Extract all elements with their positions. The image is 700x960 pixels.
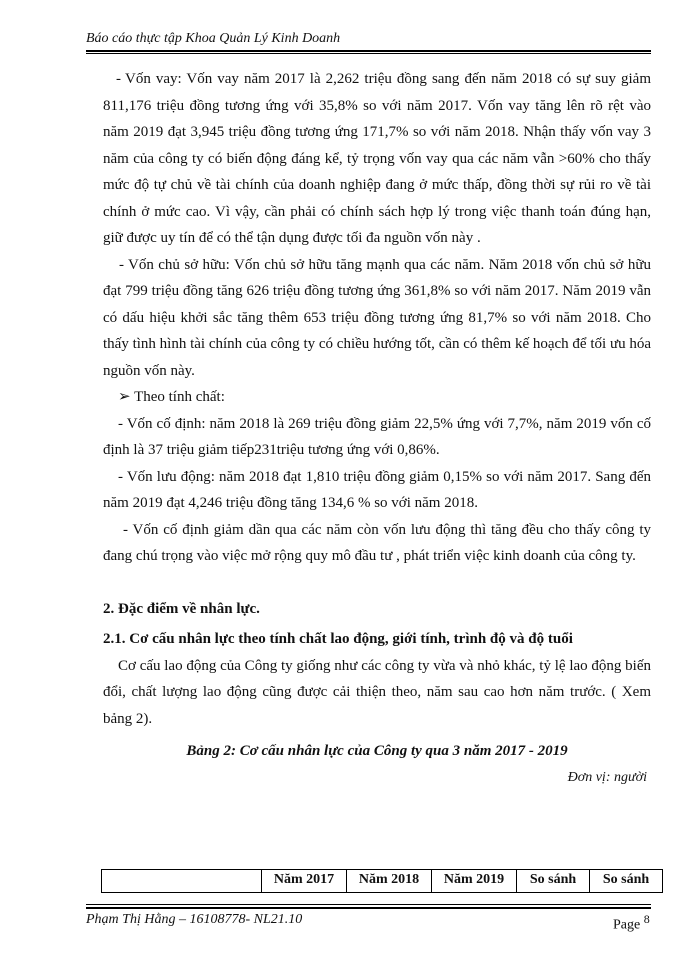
footer-rule-thin <box>86 904 651 905</box>
table-header-row <box>102 870 663 893</box>
section-heading-2: 2. Đặc điểm về nhân lực. <box>103 600 260 617</box>
paragraph-von-chu-so-huu <box>103 252 651 385</box>
table-header-cell: So sánh <box>517 870 590 893</box>
dash-bullet: - <box>116 71 121 87</box>
table-header-cell: Năm 2018 <box>347 870 432 893</box>
footer-rule-thick <box>86 907 651 909</box>
table-header-cell <box>102 870 262 893</box>
paragraph-ket-luan-von: - Vốn cố định giảm dần qua các năm còn vốn lưu động thì tăng đều cho thấy công ty đang chú trọng vào việc mở rộng quy mô đầu tư , phát triển việc kinh doanh của công ty. <box>103 521 651 564</box>
paragraph-von-co-dinh: - Vốn cố định: năm 2018 là 269 triệu đồng giảm 22,5% ứng với 7,7%, năm 2019 vốn cố định là 37 triệu giảm tiếp231triệu tương ứng với 0,86%. <box>103 415 651 458</box>
paragraph-von-vay <box>103 66 651 252</box>
page-label: Page <box>613 917 641 933</box>
paragraph-von-chu-so-huu-text: Vốn chủ sở hữu: Vốn chủ sở hữu tăng mạnh qua các năm. Năm 2018 vốn chủ sở hữu đạt 799 triệu đồng tăng 626 triệu đồng tương ứng 361,8% so với năm 2017. Năm 2019 vẫn có dấu hiệu khởi sắc tăng thêm 653 triệu đồng tương ứng 81,7% so với năm 2018. Cho thấy tình hình tài chính của công ty có chiều hướng tốt, cần có thêm kế hoạch để tối ưu hóa nguồn vốn này. <box>103 256 651 379</box>
document-body <box>103 66 651 791</box>
paragraph-von-vay-text: Vốn vay: Vốn vay năm 2017 là 2,262 triệu đồng sang đến năm 2018 có sự suy giảm 811,176 triệu đồng tương ứng với 35,8% so với năm 2017. Vốn vay tăng lên rõ rệt vào năm 2019 đạt 3,945 triệu đồng tương ứng 171,7% so với năm 2018. Nhận thấy vốn vay 3 năm của công ty có biến động đáng kể, tỷ trọng vốn vay qua các năm vẫn >60% cho thấy mức độ tự chủ về tài chính của doanh nghiệp đang ở mức thấp, đồng thời sự rủi ro về tài chính ở mức cao. Vì vậy, cần phải có chính sách hợp lý trong việc thanh toán đúng hạn, giữ được uy tín để có thể tận dụng được tối đa nguồn vốn này . <box>103 71 651 246</box>
footer-author: Phạm Thị Hằng – 16108778- NL21.10 <box>86 912 303 927</box>
footer-page <box>613 912 650 934</box>
table-unit: Đơn vị: người <box>567 769 647 785</box>
arrow-bullet-icon: ➢ <box>118 389 131 405</box>
dash-bullet: - <box>119 256 124 273</box>
running-header: Báo cáo thực tập Khoa Quản Lý Kinh Doanh <box>86 31 341 46</box>
table-title: Bảng 2: Cơ cấu nhân lực của Công ty qua 3 năm 2017 - 2019 <box>186 743 568 759</box>
subheading-theo-tinh-chat <box>103 384 651 411</box>
subheading-text: Theo tính chất: <box>134 389 225 405</box>
table-header-cell: Năm 2017 <box>262 870 347 893</box>
paragraph-von-luu-dong: - Vốn lưu động: năm 2018 đạt 1,810 triệu đồng giảm 0,15% so với năm 2017. Sang đến năm 2019 đạt 4,246 triệu đồng tăng 134,6 % so với năm 2018. <box>103 468 651 511</box>
section-heading-2-1: 2.1. Cơ cấu nhân lực theo tính chất lao động, giới tính, trình độ và độ tuổi <box>103 631 573 647</box>
header-rule-thin <box>86 53 651 54</box>
page-number: 8 <box>643 912 650 926</box>
header-rule-thick <box>86 50 651 52</box>
table-header-cell: So sánh <box>590 870 663 893</box>
paragraph-co-cau-lao-dong: Cơ cấu lao động của Công ty giống như các công ty vừa và nhỏ khác, tỷ lệ lao động biến đổi, chất lượng lao động cũng được cải thiện theo, năm sau cao hơn năm trước. ( Xem bảng 2). <box>103 657 651 727</box>
structure-table <box>101 869 663 893</box>
table-header-cell: Năm 2019 <box>432 870 517 893</box>
